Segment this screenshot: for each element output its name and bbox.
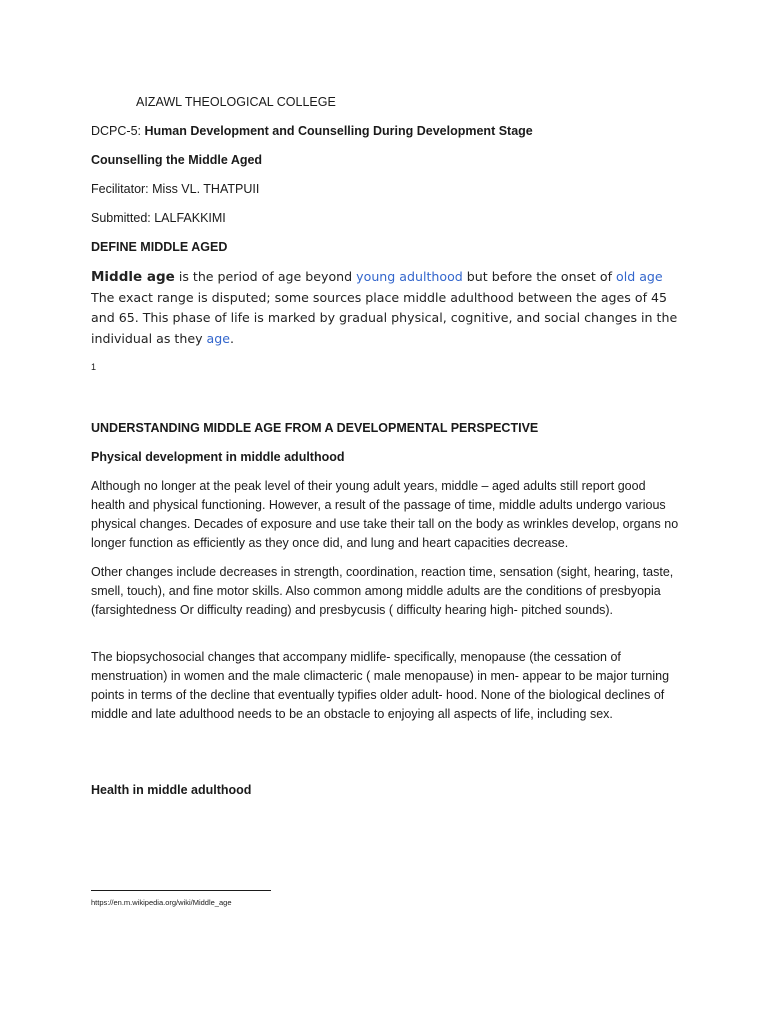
definition-paragraph	[91, 267, 681, 349]
subsection-heading-health: Health in middle adulthood	[91, 783, 252, 797]
footnote-reference[interactable]: 1	[91, 362, 97, 372]
subsection-heading-physical: Physical development in middle adulthood	[91, 450, 345, 464]
course-code: DCPC-5:	[91, 124, 142, 138]
definition-term: Middle age	[91, 269, 175, 285]
subject-title: Counselling the Middle Aged	[91, 153, 263, 167]
footnote-divider	[91, 890, 271, 891]
course-title: Human Development and Counselling During Development Stage	[144, 124, 533, 138]
facilitator-line: Fecilitator: Miss VL. THATPUII	[91, 182, 260, 196]
definition-text-4: .	[230, 330, 235, 346]
paragraph-physical-1: Although no longer at the peak level of their young adult years, middle – aged adults still report good health and physical functioning. However, a result of the passage of time, middle adults undergo various physical changes. Decades of exposure and use take their tall on the body as wrinkles develop, organs no longer function as efficiently as they once did, and lung and heart capacities decrease.	[91, 479, 679, 550]
submitted-line: Submitted: LALFAKKIMI	[91, 211, 226, 225]
college-name: AIZAWL THEOLOGICAL COLLEGE	[136, 95, 336, 109]
course-line	[91, 122, 533, 141]
link-old-age[interactable]: old age	[616, 269, 663, 284]
definition-text-3: The exact range is disputed; some sources place middle adulthood between the ages of 45 and 65. This phase of life is marked by gradual physical, cognitive, and social changes in the individual as they	[91, 289, 678, 346]
definition-text-2: but before the onset of	[462, 269, 617, 284]
paragraph-physical-2: Other changes include decreases in strength, coordination, reaction time, sensation (sight, hearing, taste, smell, touch), and fine motor skills. Also common among middle adults are the conditions of presbyopia (farsightedness Or difficulty reading) and presbycusis ( difficulty hearing high- pitched sounds).	[91, 565, 674, 617]
footnote-text[interactable]: https://en.m.wikipedia.org/wiki/Middle_age	[91, 898, 232, 907]
link-age[interactable]: age	[206, 330, 230, 346]
definition-text-1: is the period of age beyond	[174, 269, 357, 284]
section-heading: UNDERSTANDING MIDDLE AGE FROM A DEVELOPMENTAL PERSPECTIVE	[91, 421, 539, 435]
define-heading: DEFINE MIDDLE AGED	[91, 240, 228, 254]
paragraph-physical-3: The biopsychosocial changes that accompany midlife- specifically, menopause (the cessation of menstruation) in women and the male climacteric ( male menopause) in men- appear to be major turning points in terms of the decline that eventually typifies older adult- hood. None of the biological declines of middle and late adulthood needs to be an obstacle to enjoying all aspects of life, including sex.	[91, 650, 670, 721]
link-young-adulthood[interactable]: young adulthood	[356, 269, 463, 284]
